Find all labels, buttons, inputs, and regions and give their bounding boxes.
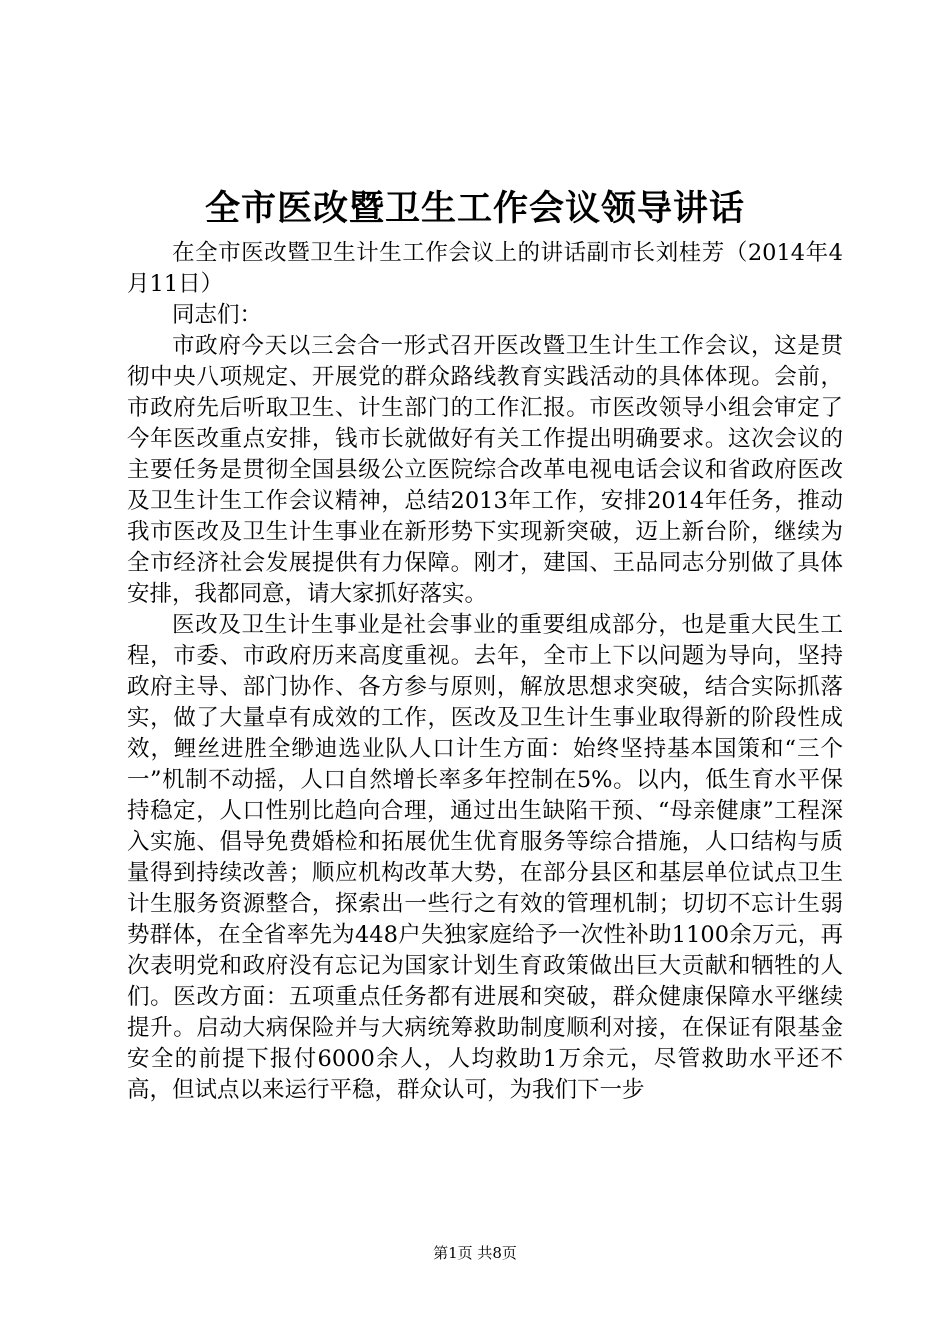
page-footer: 第1页 共8页: [433, 1244, 517, 1262]
document-title: 全市医改暨卫生工作会议领导讲话: [204, 189, 745, 229]
subtitle: 在全市医改暨卫生计生工作会议上的讲话副市长刘桂芳（2014年4月11日）: [127, 240, 843, 297]
paragraph-1: 市政府今天以三会合一形式召开医改暨卫生计生工作会议，这是贯彻中央八项规定、开展党的群众路线教育实践活动的具体体现。会前，市政府先后听取卫生、计生部门的工作汇报。市医改领导小组会审定了今年医改重点安排，钱市长就做好有关工作提出明确要求。这次会议的主要任务是贯彻全国县级公立医院综合改革电视电话会议和省政府医改及卫生计生工作会议精神，总结2013年工作，安排2014年任务，推动我市医改及卫生计生事业在新形势下实现新突破，迈上新台阶，继续为全市经济社会发展提供有力保障。刚才，建国、王品同志分别做了具体安排，我都同意，请大家抓好落实。: [127, 333, 843, 607]
salutation: 同志们：: [172, 302, 263, 328]
paragraph-2: 医改及卫生计生事业是社会事业的重要组成部分，也是重大民生工程，市委、市政府历来高度重视。去年，全市上下以问题为导向，坚持政府主导、部门协作、各方参与原则，解放思想求突破，结合实际抓落实，做了大量卓有成效的工作，医改及卫生计生事业取得新的阶段性成效，鲤丝进胜全缈迪选业队人口计生方面：始终坚持基本国策和“三个一”机制不动摇，人口自然增长率多年控制在5%。以内，低生育水平保持稳定，人口性别比趋向合理，通过出生缺陷干预、“母亲健康”工程深入实施、倡导免费婚检和拓展优生优育服务等综合措施，人口结构与质量得到持续改善；顺应机构改革大势，在部分县区和基层单位试点卫生计生服务资源整合，探索出一些行之有效的管理机制；切切不忘计生弱势群体，在全省率先为448户失独家庭给予一次性补助1100余万元，再次表明党和政府没有忘记为国家计划生育政策做出巨大贡献和牺牲的人们。医改方面：五项重点任务都有进展和突破，群众健康保障水平继续提升。启动大病保险并与大病统筹救助制度顺利对接，在保证有限基金安全的前提下报付6000余人，人均救助1万余元，尽管救助水平还不高，但试点以来运行平稳，群众认可，为我们下一步: [127, 612, 843, 1103]
document-body: [127, 238, 843, 1106]
